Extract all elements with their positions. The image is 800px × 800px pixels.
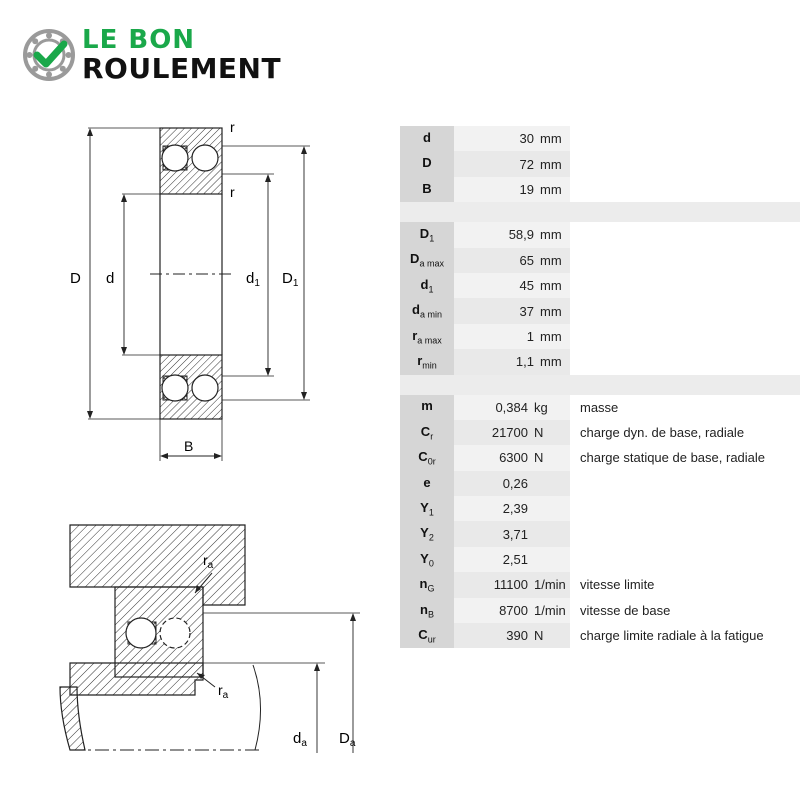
spec-row	[400, 126, 800, 151]
spec-symbol: B	[400, 177, 454, 202]
label-ra-top: $r_a$	[203, 552, 214, 571]
label-B: B	[184, 438, 194, 454]
brand-line1: LE BON	[82, 25, 196, 55]
spec-description	[570, 177, 800, 202]
spec-value: 11100 1/min	[454, 572, 570, 597]
spec-value: 2,39	[454, 496, 570, 521]
spec-row	[400, 248, 800, 273]
label-d: d	[106, 270, 115, 287]
spec-value: 45 mm	[454, 273, 570, 298]
spec-value: 37 mm	[454, 298, 570, 323]
spec-row	[400, 298, 800, 323]
spec-description	[570, 521, 800, 546]
label-r-mid: r	[230, 184, 235, 200]
brand-line2: ROULEMENT	[82, 52, 282, 85]
spec-value: 0,384 kg	[454, 395, 570, 420]
spec-row	[400, 521, 800, 546]
spec-description: vitesse de base	[570, 598, 800, 623]
spec-value: 0,26	[454, 471, 570, 496]
spec-row	[400, 177, 800, 202]
spec-symbol: $C_{ur}$	[400, 623, 454, 648]
spec-value: 65 mm	[454, 248, 570, 273]
label-Da: $D_a$	[339, 730, 356, 749]
label-ra-bottom: $r_a$	[218, 682, 229, 701]
spec-description	[570, 547, 800, 572]
spec-description: charge limite radiale à la fatigue	[570, 623, 800, 648]
spec-row	[400, 349, 800, 374]
spec-description: vitesse limite	[570, 572, 800, 597]
spec-description: charge dyn. de base, radiale	[570, 420, 800, 445]
spec-description: masse	[570, 395, 800, 420]
bearing-section-drawing	[60, 118, 340, 468]
mounting-drawing	[55, 515, 375, 765]
spec-table	[400, 126, 800, 648]
brand-logo[interactable]	[22, 26, 302, 86]
spec-row	[400, 471, 800, 496]
label-D1: $D_1$	[282, 270, 299, 289]
spec-symbol: $D_1$	[400, 222, 454, 247]
spec-description	[570, 496, 800, 521]
spec-symbol: $C_r$	[400, 420, 454, 445]
spec-description	[570, 298, 800, 323]
spec-value: 19 mm	[454, 177, 570, 202]
spec-description	[570, 324, 800, 349]
spec-row	[400, 623, 800, 648]
spec-value: 390 N	[454, 623, 570, 648]
spec-symbol: $r_{a max}$	[400, 324, 454, 349]
spec-symbol: $d_1$	[400, 273, 454, 298]
label-D: D	[70, 270, 81, 287]
spec-symbol: $Y_2$	[400, 521, 454, 546]
spec-row	[400, 572, 800, 597]
spec-value: 3,71	[454, 521, 570, 546]
spec-description	[570, 248, 800, 273]
spec-description	[570, 222, 800, 247]
spec-description	[570, 126, 800, 151]
spec-row	[400, 547, 800, 572]
spec-value: 1,1 mm	[454, 349, 570, 374]
spec-symbol: $r_{min}$	[400, 349, 454, 374]
spec-symbol: $Y_0$	[400, 547, 454, 572]
label-d1: $d_1$	[246, 270, 260, 289]
spec-row	[400, 496, 800, 521]
spec-separator	[400, 375, 800, 395]
spec-symbol: $n_B$	[400, 598, 454, 623]
spec-symbol: $n_G$	[400, 572, 454, 597]
bearing-check-icon	[22, 28, 76, 82]
spec-row	[400, 598, 800, 623]
spec-symbol: m	[400, 395, 454, 420]
spec-value: 21700 N	[454, 420, 570, 445]
spec-row	[400, 445, 800, 470]
spec-separator	[400, 202, 800, 222]
spec-symbol: e	[400, 471, 454, 496]
spec-description	[570, 349, 800, 374]
spec-value: 8700 1/min	[454, 598, 570, 623]
spec-value: 30 mm	[454, 126, 570, 151]
spec-symbol: d	[400, 126, 454, 151]
spec-symbol: $Y_1$	[400, 496, 454, 521]
label-da: $d_a$	[293, 730, 307, 749]
spec-value: 1 mm	[454, 324, 570, 349]
spec-row	[400, 151, 800, 176]
spec-description	[570, 471, 800, 496]
spec-description	[570, 151, 800, 176]
spec-symbol: $d_{a min}$	[400, 298, 454, 323]
spec-symbol: $D_{a max}$	[400, 248, 454, 273]
spec-value: 58,9 mm	[454, 222, 570, 247]
spec-description	[570, 273, 800, 298]
spec-row	[400, 324, 800, 349]
spec-description: charge statique de base, radiale	[570, 445, 800, 470]
spec-value: 72 mm	[454, 151, 570, 176]
label-r-top: r	[230, 119, 235, 135]
spec-symbol: $C_{0r}$	[400, 445, 454, 470]
spec-row	[400, 420, 800, 445]
spec-row	[400, 273, 800, 298]
spec-value: 2,51	[454, 547, 570, 572]
spec-value: 6300 N	[454, 445, 570, 470]
spec-row	[400, 222, 800, 247]
spec-symbol: D	[400, 151, 454, 176]
spec-row	[400, 395, 800, 420]
